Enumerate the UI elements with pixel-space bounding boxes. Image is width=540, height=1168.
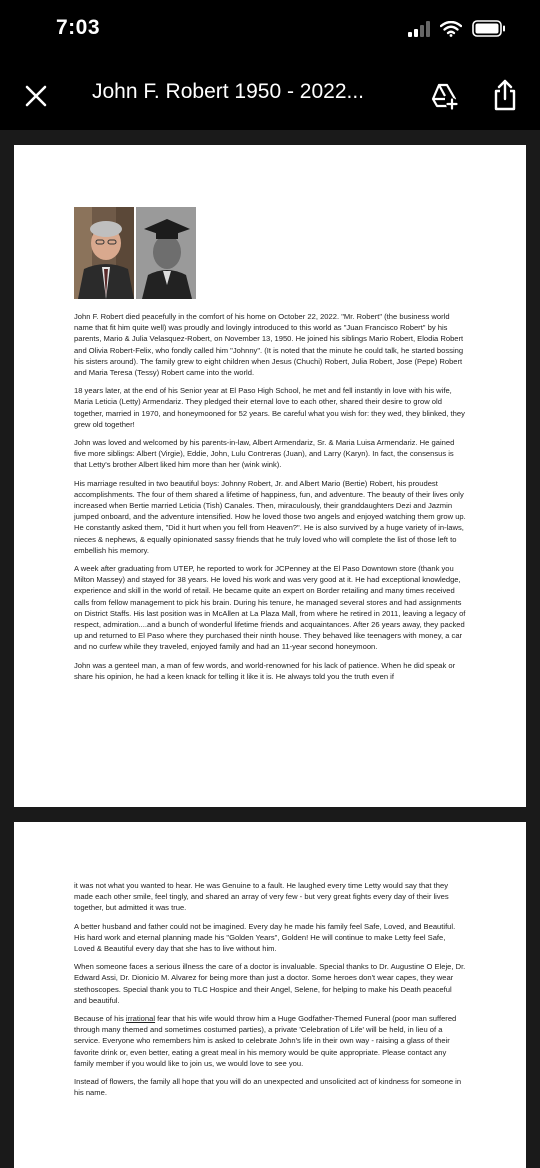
text-run: fear that his wife would throw him a Huge Godfather-Themed Funeral (poor man suffered through many themed and sometimes costumed parties), a private 'Celebration of Life' will be held, in lieu of a service. Everyone who remembers him is asked to celebrate John's life in their own way - raising a glass of their favorite drink or, even better, eating a great meal in his memory would be quite appropriate. Please contact any family member if you would like to join us, we would love to see you.	[74, 1014, 457, 1068]
paragraph: 18 years later, at the end of his Senior year at El Paso High School, he met and fell instantly in love with his wife, Maria Leticia (Letty) Armendariz. They pledged their eternal love to each other, shared their desire to grow old together, married in 1970, and honeymooned for 52 years. Be careful what you wish for: they wed, they blinked, they grew old together!	[74, 386, 465, 429]
paragraph: A better husband and father could not be imagined. Every day he made his family feel Safe, Loved, and Beautiful. His hard work and eternal planning made his "Golden Years", Golden! He will continue to make Letty feel Safe, Loved & Beautiful every day that she has to live without him.	[74, 921, 456, 954]
close-icon	[20, 80, 52, 112]
share-button[interactable]	[490, 78, 520, 112]
paragraph: His marriage resulted in two beautiful boys: Johnny Robert, Jr. and Albert Mario (Bertie) Robert, his proudest accomplishments. The four of them shared a lifetime of happiness, fun, and adventure. The beauty of their lives only increased when Bertie married Leticia (Tish) Canales. Then, miraculously, their granddaughters Dezi and Jazmin jumped onboard, and the adventure intensified. How he loved those two angels and enjoyed watching them grow up. He constantly asked them, "Did it hurt when you fell from Heaven?". He is also survived by a huge variety of in-laws, nieces & nephews, & equally opinionated sassy friends that he truly loved who will complete the list of those left to embellish his memory.	[74, 478, 466, 555]
page-1-content	[74, 207, 466, 689]
paragraph: John F. Robert died peacefully in the comfort of his home on October 22, 2022. "Mr. Robert" (the business world name that fit him quite well) was proudly and lovingly introduced to this world as "Juan Francisco Robert" by his parents, Mario & Julia Velasquez-Robert, on November 13, 1950. He joined his siblings Mario Robert, Elodia Robert and Olivia Robert-Felix, who fondly called him "Johnny". (It is noted that the minute he could talk, he started bossing his sisters around). The family grew to eight children when Jesus (Chuchi) Robert, Julia Robert, Jose (Pepe) Robert and Maria Teresa (Tessy) Robert came into the world.	[74, 312, 464, 378]
share-icon	[490, 78, 520, 112]
paragraph	[74, 1013, 466, 1069]
page-2-content	[74, 880, 466, 1105]
status-time: 7:03	[56, 16, 101, 39]
wifi-icon	[440, 21, 462, 37]
signal-icon	[408, 21, 430, 37]
photo-graduation	[136, 207, 196, 299]
document-page-1[interactable]	[14, 145, 526, 807]
battery-icon	[472, 20, 506, 37]
photo-row	[74, 207, 466, 299]
app-bar	[0, 62, 540, 130]
paragraph: John was loved and welcomed by his parents-in-law, Albert Armendariz, Sr. & Maria Luisa Armendariz. He gained five more siblings: Albert (Virgie), Eddie, John, Lulu Contreras (Juan), and Larry (Karyn). In fact, the consensus is that Letty's brother Albert liked him more than her (wink wink).	[74, 438, 455, 470]
paragraph: it was not what you wanted to hear. He was Genuine to a fault. He laughed every time Letty would say that they made each other smile, feel tingly, and shared an array of very few - but very great fights every day of their lives together, but admitted it was true.	[74, 881, 449, 913]
status-icons	[408, 20, 506, 37]
paragraph: John was a genteel man, a man of few words, and world-renowned for his lack of patience. When he did speak or share his opinion, he had a keen knack for telling it like it is. He always told you the truth even if	[74, 660, 456, 681]
add-to-drive-button[interactable]	[428, 80, 460, 112]
add-to-drive-icon	[428, 80, 460, 112]
underlined-word: irrational	[125, 1014, 156, 1024]
paragraph: A week after graduating from UTEP, he reported to work for JCPenney at the El Paso Downtown store (thank you Milton Massey) and stayed for 38 years. He loved his work and was very good at it. He had exceptional knowledge, experience and skill in the world of retail. He became quite an expert on Border retailing and many times received calls from fellow management to pick his brain. During his tenure, he managed several stores and had assignments on District Staffs. His last position was in McAllen at La Plaza Mall, from where he retired in 2011, leaving a legacy of respect, admiration....and a bunch of wonderful lifetime friends and acquaintances. After 26 years away, they packed up and returned to El Paso where they purchased their ninth house. They behaved like teenagers with money, a car and no curfew while they traveled, enjoyed family and had an 11-year second honeymoon.	[74, 564, 466, 652]
paragraph: When someone faces a serious illness the care of a doctor is invaluable. Special thanks to Dr. Augustine O Eleje, Dr. Edward Assi, Dr. Dionicio M. Alvarez for being more than just a doctor. Some heroes don't wear capes, they wear stethoscopes. Special thank you to TLC Hospice and their Angel, Selene, for helping to make his Death peaceful and beautiful.	[74, 962, 466, 1005]
document-page-2[interactable]	[14, 822, 526, 1168]
paragraph: Instead of flowers, the family all hope that you will do an unexpected and unsolicited act of kindness for someone in his name.	[74, 1077, 462, 1098]
status-bar	[0, 0, 540, 62]
text-run: Because of his	[74, 1014, 126, 1024]
photo-elder	[74, 207, 134, 299]
close-button[interactable]	[20, 80, 52, 112]
document-title: John F. Robert 1950 - 2022...	[92, 80, 365, 103]
